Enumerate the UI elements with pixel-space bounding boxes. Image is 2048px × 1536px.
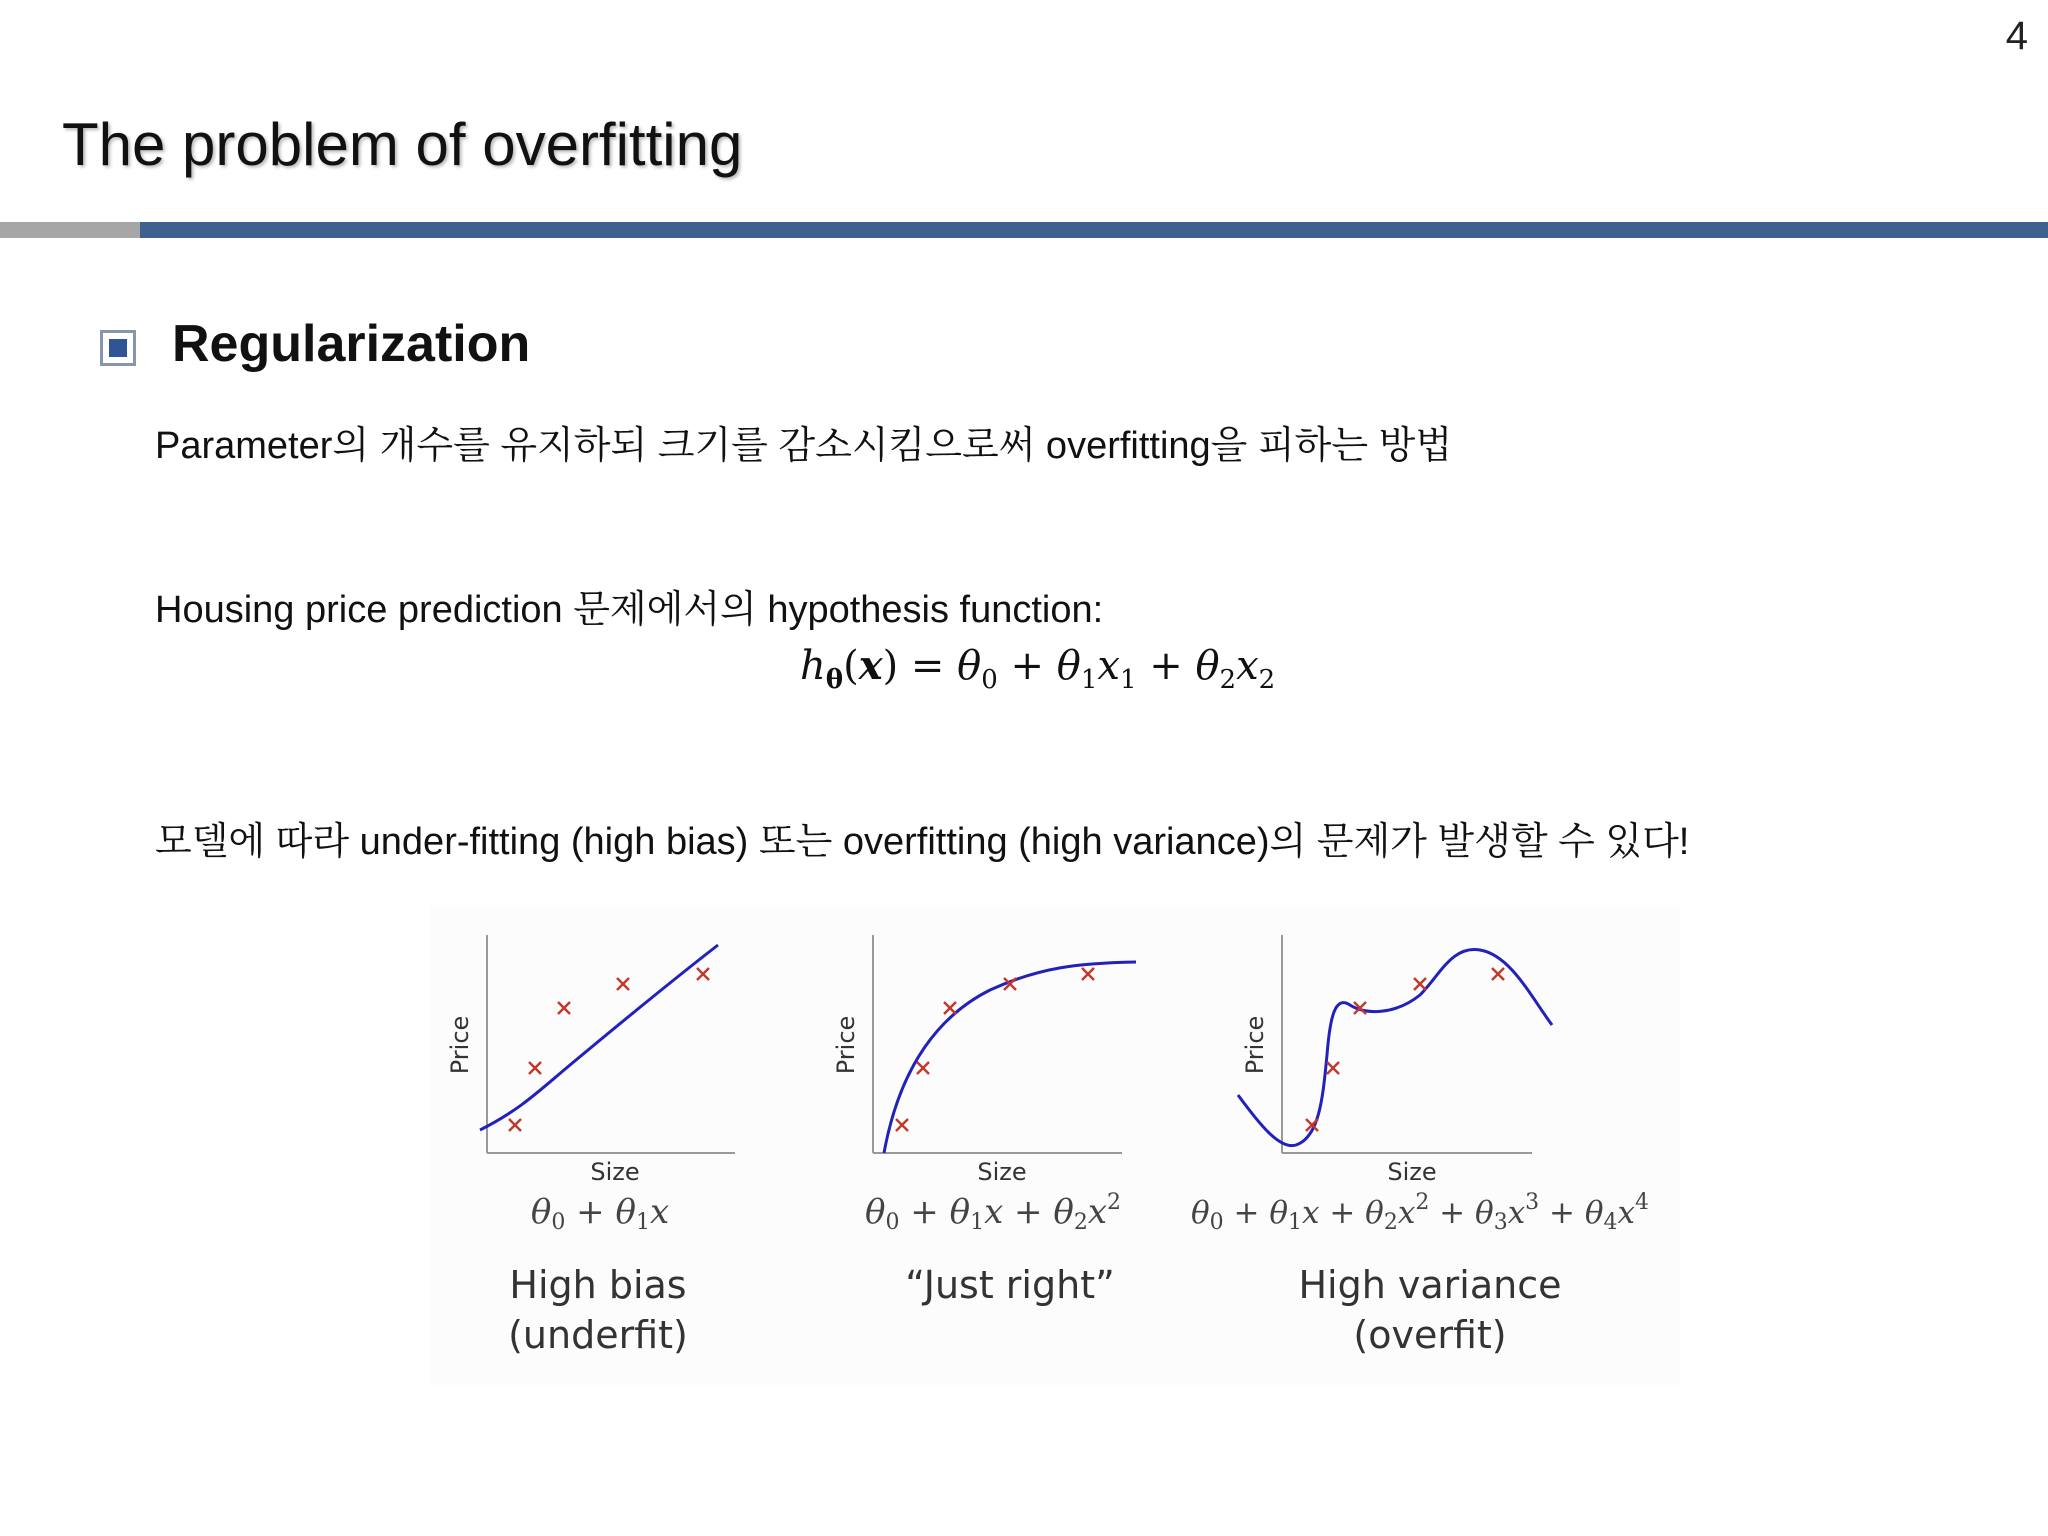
problem-statement-text: 모델에 따라 under-fitting (high bias) 또는 overfitting (high variance)의 문제가 발생할 수 있다!	[155, 821, 1690, 863]
x-axis-label: Size	[1387, 1158, 1437, 1186]
y-axis-label: Price	[1241, 1015, 1269, 1075]
data-point-marker	[917, 1062, 929, 1074]
y-axis-label: Price	[832, 1015, 860, 1075]
data-point-marker	[896, 1119, 908, 1131]
panel-caption-line2: (overfit)	[1353, 1313, 1507, 1357]
model-equation: $\theta 0 + \theta 1x + \theta 2x^2 + \theta 3x^3 + \theta 4x^4$	[1190, 1190, 1650, 1235]
data-point-marker	[697, 968, 709, 980]
slide-title: The problem of overfitting	[62, 111, 743, 178]
y-axis-label: Price	[446, 1015, 474, 1075]
x-axis-label: Size	[977, 1158, 1027, 1186]
fitting-comparison-figure	[430, 905, 1680, 1385]
hypothesis-intro-text: Housing price prediction 문제에서의 hypothesis function:	[155, 589, 1104, 631]
page-number: 4	[2005, 14, 2028, 58]
title-rule	[140, 222, 2048, 238]
data-point-marker	[529, 1062, 541, 1074]
data-point-marker	[1492, 968, 1504, 980]
panel-caption-line1: “Just right”	[905, 1263, 1115, 1307]
panel-caption-line1: High variance	[1298, 1263, 1562, 1307]
model-equation: θ0 + θ1x	[530, 1192, 670, 1235]
data-point-marker	[558, 1002, 570, 1014]
x-axis-label: Size	[590, 1158, 640, 1186]
definition-text: Parameter의 개수를 유지하되 크기를 감소시킴으로써 overfitting을 피하는 방법	[155, 425, 1453, 467]
square-bullet-icon	[100, 330, 136, 366]
data-point-marker	[509, 1119, 521, 1131]
data-point-marker	[1327, 1062, 1339, 1074]
panel-caption-line2: (underfit)	[508, 1313, 688, 1357]
model-equation: $\theta 0 + \theta 1x + \theta 2x^2$	[865, 1190, 1121, 1235]
title-rule-accent	[0, 222, 140, 238]
data-point-marker	[1414, 978, 1426, 990]
data-point-marker	[617, 978, 629, 990]
data-point-marker	[1082, 968, 1094, 980]
panel-caption-line1: High bias	[509, 1263, 687, 1307]
hypothesis-formula: $h_\theta(x) = \theta_0 + \theta_1x_1 + \theta_2x_2$	[800, 642, 1276, 695]
panel-just-right	[832, 935, 1136, 1307]
data-point-marker	[944, 1002, 956, 1014]
section-heading: Regularization	[172, 315, 531, 373]
panel-underfit	[446, 935, 735, 1357]
panel-overfit	[1191, 935, 1649, 1357]
